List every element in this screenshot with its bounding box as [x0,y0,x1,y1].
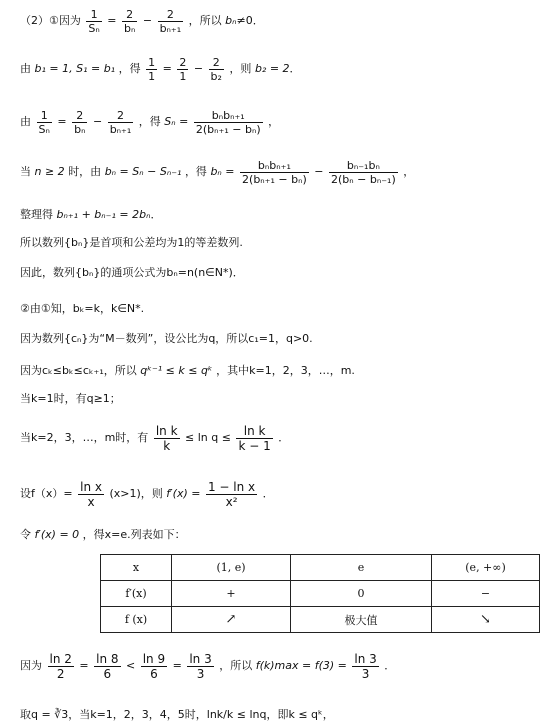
line-12: 当k=2，3，…，m时，有 $\frac{\text{ln k}}{k}$ ≤ ln q ≤ $\frac{\text{ln k}}{k - 1}$ ． [20,423,290,453]
line-10: 因为cₖ≤bₖ≤cₖ₊₁，所以 qᵏ⁻¹ ≤ k ≤ qᵏ ，其中k=1，2，3，…，m. [20,364,355,377]
monotonicity-table [100,554,540,633]
line-5: 整理得 bₙ₊₁ + bₙ₋₁ = 2bₙ． [20,208,162,221]
line-3: 由 $\frac{1}{\text{Sₙ}}$ = $\frac{2}{\text{bₙ}}$ − $\frac{2}{\text{bₙ₊₁}}$ ，得 Sₙ = $\frac{\text{bₙbₙ₊₁}}{\text{2(bₙ₊₁ − bₙ)}}$ ， [20,108,280,136]
line-6: 所以数列{bₙ}是首项和公差均为1的等差数列. [20,236,243,249]
table-cell: + [172,581,291,607]
table-row [101,607,540,633]
table-cell: 极大值 [291,607,432,633]
table-cell: x [101,555,172,581]
arrow-down-icon: ↘ [480,612,491,627]
frac-2-over-bn1: $\frac{2}{\text{bₙ₊₁}}$ [159,7,182,35]
l1-prefix: （2）①因为 [20,14,81,27]
line-15: 因为 $\frac{\ln 2}{2}$ = $\frac{\ln 8}{6}$ < $\frac{\ln 9}{6}$ = $\frac{\ln 3}{3}$ ，所以 f(k)max = f(3) = $\frac{\ln 3}{3}$ ． [20,651,396,681]
line-13: 设f（x）= $\frac{\text{ln x}}{x}$ (x>1)，则 f′(x) = $\frac{\text{1 − ln x}}{\text{x²}}$ ． [20,479,274,509]
arrow-up-icon: ↗ [225,612,237,627]
line-16: 取q = ∛3，当k=1，2，3，4，5时，lnk/k ≤ lnq，即k ≤ qᵏ， [20,708,334,721]
frac-2-over-bn: $\frac{2}{\text{bₙ}}$ [123,7,136,35]
table-row [101,555,540,581]
table-cell: 0 [291,581,432,607]
table-cell [432,607,540,633]
line-2: 由 b₁ = 1, S₁ = b₁ ，得 $\frac{1}{1}$ = $\frac{2}{1}$ − $\frac{2}{\text{b₂}}$ ，则 b₂ = 2． [20,55,301,83]
line-4: 当 n ≥ 2 时，由 bₙ = Sₙ − Sₙ₋₁ ，得 bₙ = $\frac{\text{bₙbₙ₊₁}}{\text{2(bₙ₊₁ − bₙ)}}$ − $\frac{\text{bₙ₋₁bₙ}}{\text{2(bₙ − bₙ₋₁)}}$ ， [20,158,415,186]
table-cell: e [291,555,432,581]
frac-1-over-Sn: $\frac{1}{\text{Sₙ}}$ [88,7,100,35]
table-cell: (1, e) [172,555,291,581]
table-cell [172,607,291,633]
line-9: 因为数列{cₙ}为“M－数列”，设公比为q，所以c₁=1，q>0. [20,332,313,345]
line-14: 令 f′(x) = 0 ，得x=e.列表如下： [20,528,186,541]
table-cell: f′(x) [101,581,172,607]
table-cell: (e, +∞) [432,555,540,581]
line-11: 当k=1时，有q≥1； [20,392,121,405]
table-row [101,581,540,607]
line-7: 因此，数列{bₙ}的通项公式为bₙ=n(n∈N*)． [20,266,244,279]
line-8: ②由①知，bₖ=k，k∈N*. [20,302,145,315]
table-cell: f (x) [101,607,172,633]
table-cell: − [432,581,540,607]
line-1: （2）①因为 $\frac{1}{\text{Sₙ}}$ = $\frac{2}{\text{bₙ}}$ − $\frac{2}{\text{bₙ₊₁}}$ ，所以 bₙ≠0． [20,7,264,35]
